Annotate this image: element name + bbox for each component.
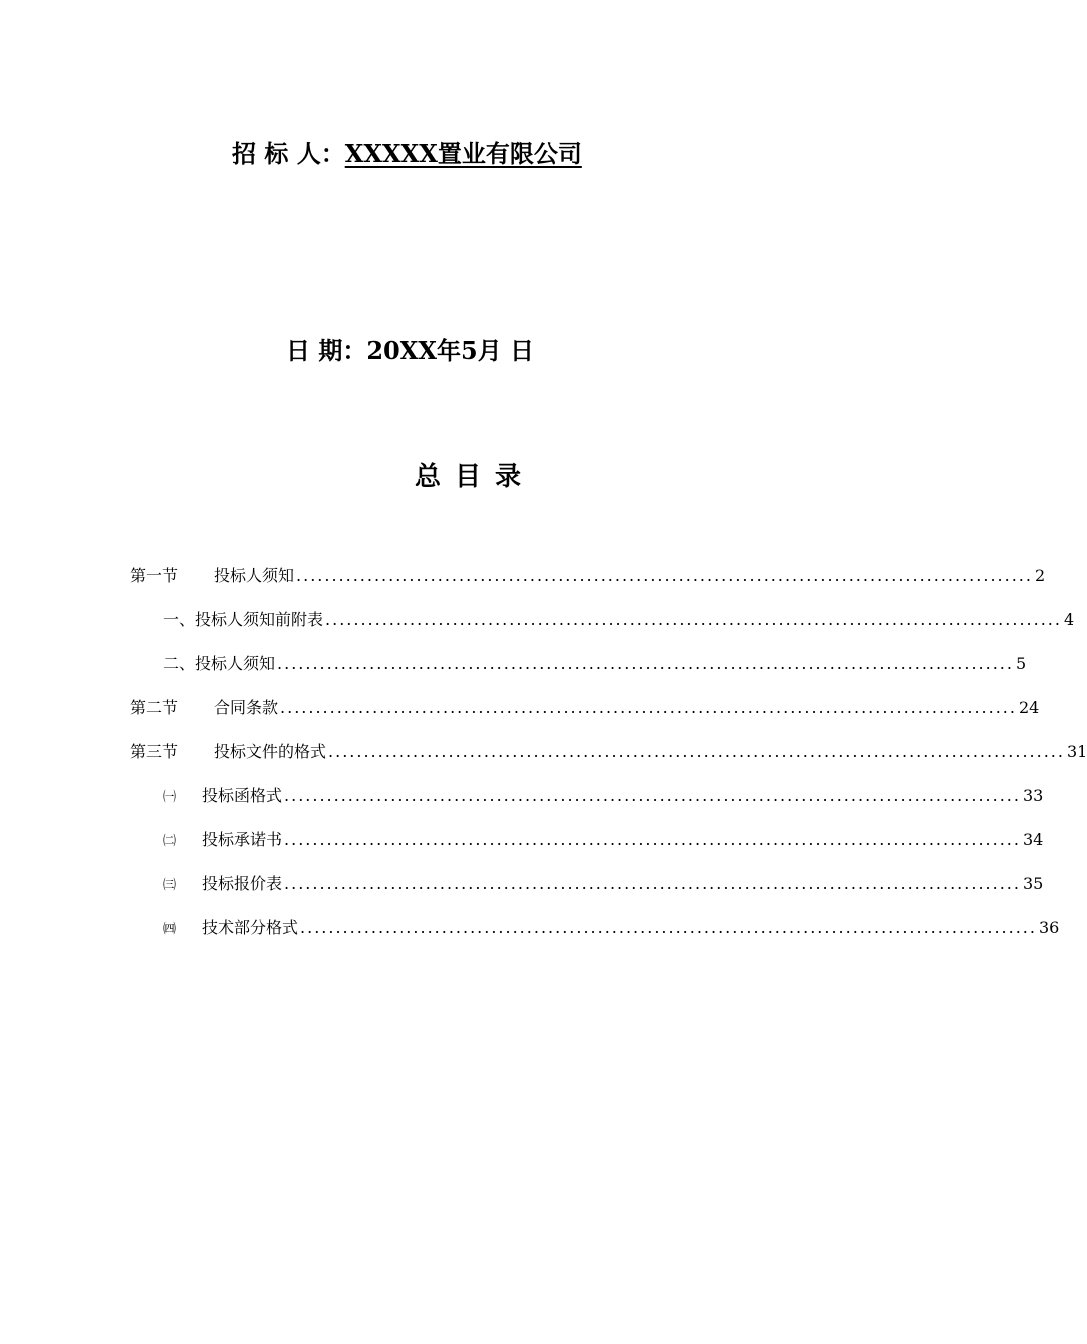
toc-leader-dots: ........................................................................................................ (284, 830, 1021, 849)
toc-entry[interactable] (163, 871, 1044, 895)
toc-entry-number: ㈣ (163, 922, 177, 937)
toc-entry-page: 36 (1038, 918, 1060, 937)
toc-entry-number: ㈡ (163, 834, 177, 849)
toc-leader-dots: ........................................................................................................ (328, 742, 1065, 761)
toc-entry-number: 第一节 (130, 566, 179, 585)
toc-entry[interactable] (130, 563, 1046, 587)
toc-title: 总目录 (414, 462, 535, 492)
bidder-line (232, 134, 596, 169)
toc-entry-text: 投标报价表 (202, 874, 283, 893)
toc-entry-text: 投标承诺书 (202, 830, 283, 849)
toc-entry-text: 合同条款 (214, 698, 279, 717)
toc-entry-text: 一、投标人须知前附表 (163, 610, 324, 629)
toc-entry-page: 33 (1022, 786, 1044, 805)
toc-leader-dots: ........................................................................................................ (325, 610, 1062, 629)
toc-entry-number: 第三节 (130, 742, 179, 761)
toc-leader-dots: ........................................................................................................ (300, 918, 1037, 937)
toc-entry-text: 技术部分格式 (202, 918, 299, 937)
toc-entry-text: 二、投标人须知 (163, 654, 276, 673)
toc-entry[interactable] (163, 915, 1060, 939)
toc-leader-dots: ........................................................................................................ (296, 566, 1033, 585)
toc-entry[interactable] (163, 651, 1027, 675)
toc-entry-page: 31 (1066, 742, 1087, 761)
toc-entry[interactable] (130, 739, 1087, 763)
toc-entry-number: ㈠ (163, 790, 177, 805)
toc-leader-dots: ........................................................................................................ (277, 654, 1014, 673)
toc-leader-dots: ........................................................................................................ (284, 786, 1021, 805)
date-label: 日 期： (286, 336, 367, 365)
toc-entry-page: 34 (1022, 830, 1044, 849)
toc-entry-page: 35 (1022, 874, 1044, 893)
bidder-value: XXXXX置业有限公司 (344, 139, 582, 168)
date-line (286, 331, 534, 366)
toc-entry-page: 2 (1034, 566, 1046, 585)
toc-entry-page: 24 (1018, 698, 1040, 717)
toc-entry[interactable] (130, 695, 1040, 719)
toc-entry-page: 4 (1063, 610, 1075, 629)
toc-leader-dots: ........................................................................................................ (284, 874, 1021, 893)
toc-entry[interactable] (163, 827, 1044, 851)
toc-entry-text: 投标文件的格式 (214, 742, 327, 761)
toc-entry[interactable] (163, 607, 1075, 631)
toc-leader-dots: ........................................................................................................ (280, 698, 1017, 717)
toc-entry-page: 5 (1015, 654, 1027, 673)
toc-entry-number: ㈢ (163, 878, 177, 893)
bidder-label: 招 标 人： (232, 139, 345, 168)
date-value: 20XX年5月 日 (366, 336, 535, 365)
toc-entry[interactable] (163, 783, 1044, 807)
toc-entry-text: 投标函格式 (202, 786, 283, 805)
toc-entry-text: 投标人须知 (214, 566, 295, 585)
toc-entry-number: 第二节 (130, 698, 179, 717)
